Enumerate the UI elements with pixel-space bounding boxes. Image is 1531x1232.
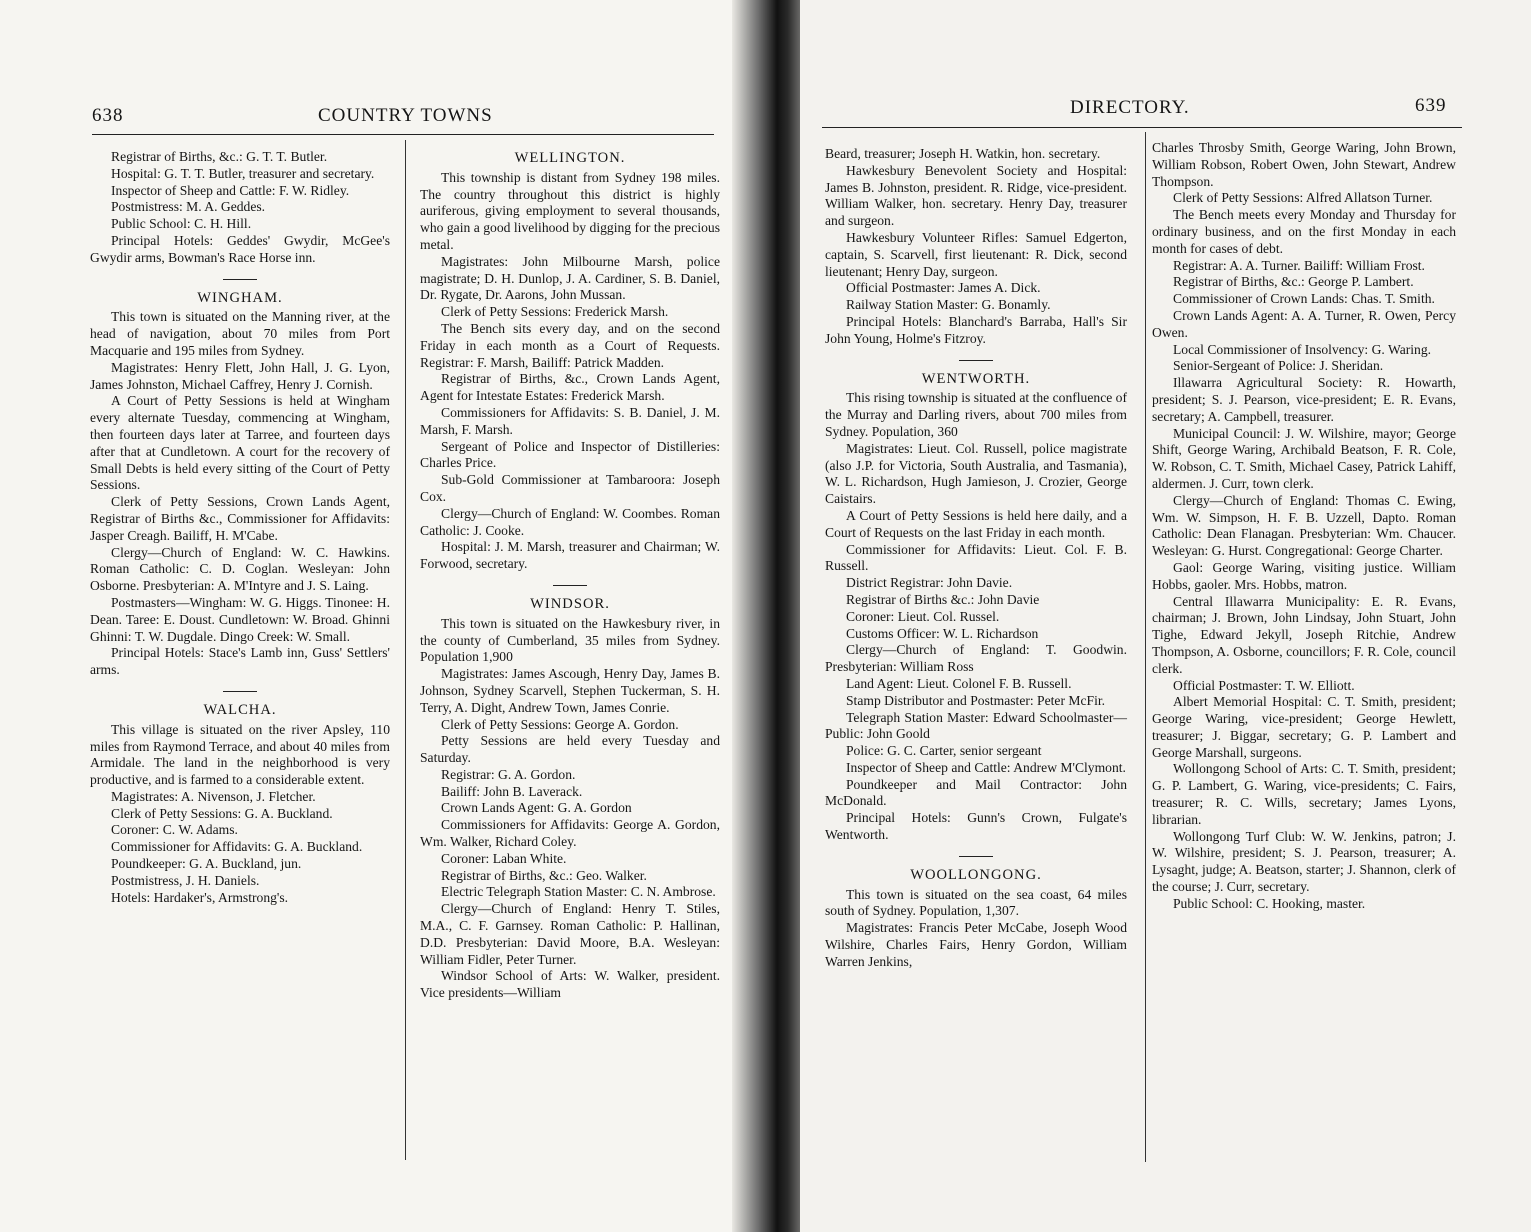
paragraph: Registrar of Births, &c., Crown Lands Agent, Agent for Intestate Estates: Frederick Marsh. (420, 371, 720, 404)
page-number-right: 639 (1415, 95, 1447, 116)
section-title-wentworth: WENTWORTH. (921, 370, 1031, 387)
paragraph: Wollongong School of Arts: C. T. Smith, president; G. P. Lambert, G. Waring, vice-presidents; C. Fairs, treasurer; R. C. Wills, secretary; James Lyons, librarian. (1152, 761, 1456, 827)
paragraph: Clergy—Church of England: T. Goodwin. Presbyterian: William Ross (825, 642, 1127, 675)
running-head-right: DIRECTORY. (1070, 97, 1190, 118)
intro-section (825, 146, 1127, 348)
paragraph: Clergy—Church of England: Thomas C. Ewing, Wm. W. Simpson, H. F. B. Uzzell, Dapto. Roman Catholic: Dean Flanagan. Presbyterian: Wm. Chaucer. Wesleyan: G. Hurst. Congregational: George Charter. (1152, 492, 1456, 559)
paragraph: Coroner: Lieut. Col. Russel. (846, 608, 1000, 624)
paragraph: The Bench sits every day, and on the second Friday in each month as a Court of Requests. Registrar: F. Marsh, Bailiff: Patrick Madden. (420, 320, 720, 370)
paragraph: Principal Hotels: Blanchard's Barraba, Hall's Sir John Young, Holme's Fitzroy. (825, 313, 1127, 346)
right-page (800, 0, 1531, 1232)
section-title-wingham: WINGHAM. (197, 289, 283, 306)
section-title-wellington: WELLINGTON. (514, 150, 626, 166)
woollongong-continued (1152, 140, 1456, 913)
running-head-left: COUNTRY TOWNS (318, 105, 493, 126)
paragraph: Central Illawarra Municipality: E. R. Evans, chairman; J. Brown, John Lindsay, John Stuart, John Tighe, Edward Jekyll, Joseph Ritchie, Andrew Thompson, A. Osborne, councillors; F. R. Cole, council clerk. (1152, 593, 1456, 676)
paragraph: District Registrar: John Davie. (846, 575, 1013, 591)
section-divider (553, 585, 587, 586)
paragraph: Clerk of Petty Sessions, Crown Lands Agent, Registrar of Births &c., Commissioner for Affidavits: Jasper Creagh. Bailiff, H. M'Cabe. (90, 494, 390, 543)
paragraph: Commissioner for Affidavits: G. A. Buckland. (111, 839, 363, 855)
section-title-woollongong: WOOLLONGONG. (910, 866, 1042, 883)
paragraph: Postmasters—Wingham: W. G. Higgs. Tinonee: H. Dean. Taree: E. Doust. Cundletown: W. Broad. Ghinni Ghinni: T. W. Dugdale. Dingo Creek: W. Small. (90, 594, 390, 644)
paragraph: Principal Hotels: Stace's Lamb inn, Guss' Settlers' arms. (90, 645, 390, 678)
section-divider (959, 360, 993, 361)
paragraph: Public School: C. H. Hill. (111, 216, 252, 232)
wentworth-section (825, 390, 1127, 844)
section-divider (223, 279, 257, 280)
paragraph: Stamp Distributor and Postmaster: Peter McFir. (846, 692, 1106, 708)
paragraph: Hospital: J. M. Marsh, treasurer and Chairman; W. Forwood, secretary. (420, 539, 720, 572)
paragraph: Coroner: Laban White. (441, 850, 567, 866)
paragraph: Electric Telegraph Station Master: C. N. Ambrose. (441, 884, 716, 900)
paragraph: The Bench meets every Monday and Thursday for ordinary business, and on the first Monday in each month for cases of debt. (1152, 207, 1456, 256)
intro-section (90, 149, 390, 267)
paragraph: Magistrates: John Milbourne Marsh, police magistrate; D. H. Dunlop, J. A. Cardiner, S. B. Daniel, Dr. Rygate, Dr. Aarons, John Mussan. (420, 253, 720, 303)
paragraph: Municipal Council: J. W. Wilshire, mayor; George Shift, George Waring, Archibald Beatson, F. R. Cole, W. Robson, C. T. Smith, Michael Casey, Patrick Lahiff, aldermen. J. Curr, town clerk. (1152, 425, 1456, 491)
paragraph: Bailiff: John B. Laverack. (441, 783, 583, 799)
paragraph: Registrar: G. A. Gordon. (441, 766, 576, 782)
paragraph: Senior-Sergeant of Police: J. Sheridan. (1173, 358, 1384, 374)
paragraph: Commissioner for Affidavits: Lieut. Col. F. B. Russell. (825, 541, 1127, 574)
paragraph: Albert Memorial Hospital: C. T. Smith, president; George Waring, vice-president; George Hewlett, treasurer; J. Biggar, secretary; G. P. Lambert and George Marshall, surgeons. (1152, 694, 1456, 760)
paragraph: Beard, treasurer; Joseph H. Watkin, hon. secretary. (825, 146, 1101, 161)
paragraph: This township is distant from Sydney 198 miles. The country throughout this district is highly auriferous, giving employment to several thousands, who gain a good livelihood by digging for the precious metal. (420, 169, 720, 252)
paragraph: Principal Hotels: Geddes' Gwydir, McGee's Gwydir arms, Bowman's Race Horse inn. (90, 232, 390, 265)
paragraph: Postmistress, J. H. Daniels. (111, 872, 260, 888)
wingham-section (90, 309, 390, 679)
paragraph: Hospital: G. T. T. Butler, treasurer and secretary. (111, 165, 375, 181)
head-rule-right (822, 127, 1462, 128)
paragraph: Official Postmaster: T. W. Elliott. (1173, 677, 1355, 693)
paragraph: Registrar: A. A. Turner. Bailiff: William Frost. (1173, 257, 1425, 273)
page-number-left: 638 (92, 105, 124, 126)
paragraph: Gaol: George Waring, visiting justice. William Hobbs, gaoler. Mrs. Hobbs, matron. (1152, 559, 1456, 592)
paragraph: Railway Station Master: G. Bonamly. (846, 297, 1051, 313)
paragraph: Clergy—Church of England: W. C. Hawkins. Roman Catholic: C. D. Coglan. Wesleyan: John Osborne. Presbyterian: A. M'Intyre and J. S. Laing. (90, 544, 390, 594)
paragraph: Clerk of Petty Sessions: G. A. Buckland. (111, 805, 333, 821)
paragraph: Public School: C. Hooking, master. (1173, 895, 1366, 911)
paragraph: Illawarra Agricultural Society: R. Howarth, president; S. J. Pearson, vice-president; E. R. Evans, secretary; A. Campbell, treasurer. (1152, 375, 1456, 424)
paragraph: Commissioners for Affidavits: S. B. Daniel, J. M. Marsh, F. Marsh. (420, 404, 720, 437)
wellington-section (420, 170, 720, 573)
section-title-walcha: WALCHA. (203, 701, 277, 718)
paragraph: Registrar of Births, &c.: Geo. Walker. (441, 867, 647, 883)
walcha-section (90, 722, 390, 907)
paragraph: Hotels: Hardaker's, Armstrong's. (111, 889, 289, 905)
column-divider-left (405, 140, 406, 1160)
paragraph: Registrar of Births, &c.: George P. Lambert. (1173, 274, 1414, 290)
paragraph: Registrar of Births, &c.: G. T. T. Butler. (111, 149, 328, 164)
paragraph: Postmistress: M. A. Geddes. (111, 199, 266, 215)
paragraph: Wollongong Turf Club: W. W. Jenkins, patron; J. W. Wilshire, president; S. J. Pearson, treasurer; A. Lysaght, judge; A. Beatson, starter; J. Shannon, clerk of the course; J. Curr, secretary. (1152, 828, 1456, 895)
paragraph: Inspector of Sheep and Cattle: Andrew M'Clymont. (846, 759, 1126, 775)
right-column-2 (1152, 140, 1456, 913)
paragraph: Magistrates: Francis Peter McCabe, Joseph Wood Wilshire, Charles Fairs, Henry Gordon, William Warren Jenkins, (825, 920, 1127, 969)
paragraph: Clerk of Petty Sessions: Frederick Marsh. (441, 304, 669, 320)
paragraph: Magistrates: Henry Flett, John Hall, J. G. Lyon, James Johnston, Michael Caffrey, Henry J. Cornish. (90, 359, 390, 392)
section-divider (959, 856, 993, 857)
woollongong-section (825, 887, 1127, 971)
left-column-1 (90, 149, 390, 906)
paragraph: Official Postmaster: James A. Dick. (846, 280, 1041, 296)
left-column-2 (420, 146, 720, 1002)
paragraph: Magistrates: Lieut. Col. Russell, police magistrate (also J.P. for Victoria, South Australia, and Tasmania), W. L. Richardson, Hugh Jamieson, J. Crozier, George Caistairs. (825, 440, 1127, 507)
paragraph: Customs Officer: W. L. Richardson (846, 625, 1039, 641)
paragraph: Charles Throsby Smith, George Waring, John Brown, William Robson, Robert Owen, John Stewart, Andrew Thompson. (1152, 140, 1456, 189)
paragraph: Registrar of Births &c.: John Davie (846, 591, 1040, 607)
paragraph: This rising township is situated at the confluence of the Murray and Darling rivers, about 700 miles from Sydney. Population, 360 (825, 390, 1127, 439)
paragraph: This town is situated on the Manning river, at the head of navigation, about 70 miles from Port Macquarie and 195 miles from Sydney. (90, 309, 390, 358)
paragraph: Magistrates: A. Nivenson, J. Fletcher. (111, 788, 316, 804)
paragraph: Hawkesbury Volunteer Rifles: Samuel Edgerton, captain, S. Scarvell, first lieutenant: R. Dick, second lieutenant; Henry Day, surgeon. (825, 229, 1127, 279)
paragraph: Hawkesbury Benevolent Society and Hospital: James B. Johnston, president. R. Ridge, vice-president. William Walker, hon. secretary. Henry Day, treasurer and surgeon. (825, 162, 1127, 229)
paragraph: A Court of Petty Sessions is held here daily, and a Court of Requests on the last Friday in each month. (825, 507, 1127, 540)
paragraph: Commissioners for Affidavits: George A. Gordon, Wm. Walker, Richard Coley. (420, 817, 720, 850)
paragraph: Poundkeeper: G. A. Buckland, jun. (111, 856, 302, 872)
paragraph: Clergy—Church of England: Henry T. Stiles, M.A., C. F. Garnsey. Roman Catholic: P. Hallinan, D.D. Presbyterian: David Moore, B.A. Wesleyan: William Fidler, Peter Turner. (420, 901, 720, 967)
paragraph: A Court of Petty Sessions is held at Wingham every alternate Tuesday, commencing at Wingham, then fourteen days later at Tarree, and fourteen days after that at Cundletown. A court for the recovery of Small Debts is held every sitting of the Court of Petty Sessions. (90, 393, 390, 493)
paragraph: Police: G. C. Carter, senior sergeant (846, 743, 1042, 759)
paragraph: Sergeant of Police and Inspector of Distilleries: Charles Price. (420, 438, 720, 471)
paragraph: Principal Hotels: Gunn's Crown, Fulgate's Wentworth. (825, 810, 1127, 843)
section-divider (223, 691, 257, 692)
paragraph: Sub-Gold Commissioner at Tambaroora: Joseph Cox. (420, 472, 720, 504)
paragraph: Clerk of Petty Sessions: George A. Gordon. (441, 716, 679, 732)
paragraph: Petty Sessions are held every Tuesday and Saturday. (420, 733, 720, 766)
paragraph: Clerk of Petty Sessions: Alfred Allatson Turner. (1173, 190, 1433, 206)
paragraph: Coroner: C. W. Adams. (111, 822, 238, 838)
section-title-windsor: WINDSOR. (530, 595, 610, 612)
paragraph: Magistrates: James Ascough, Henry Day, James B. Johnson, Sydney Scarvell, Stephen Tuckerman, S. H. Terry, A. Dight, Andrew Town, James Conrie. (420, 666, 720, 715)
paragraph: Crown Lands Agent: G. A. Gordon (441, 800, 632, 816)
paragraph: Telegraph Station Master: Edward Schoolmaster—Public: John Goold (825, 709, 1127, 742)
left-page (0, 0, 752, 1232)
paragraph: Commissioner of Crown Lands: Chas. T. Smith. (1173, 291, 1435, 307)
paragraph: Local Commissioner of Insolvency: G. Waring. (1173, 341, 1432, 357)
paragraph: Clergy—Church of England: W. Coombes. Roman Catholic: J. Cooke. (420, 505, 720, 538)
windsor-section (420, 616, 720, 1002)
paragraph: Windsor School of Arts: W. Walker, president. Vice presidents—William (420, 968, 720, 1001)
head-rule-left (92, 134, 714, 135)
column-divider-right (1145, 132, 1146, 1162)
paragraph: This town is situated on the sea coast, 64 miles south of Sydney. Population, 1,307. (825, 886, 1127, 919)
paragraph: Inspector of Sheep and Cattle: F. W. Ridley. (111, 182, 350, 198)
right-column-1 (825, 146, 1127, 971)
paragraph: Crown Lands Agent: A. A. Turner, R. Owen, Percy Owen. (1152, 307, 1456, 340)
paragraph: Land Agent: Lieut. Colonel F. B. Russell. (846, 675, 1072, 691)
paragraph: This town is situated on the Hawkesbury river, in the county of Cumberland, 35 miles from Sydney. Population 1,900 (420, 615, 720, 665)
paragraph: This village is situated on the river Apsley, 110 miles from Raymond Terrace, and about 40 miles from Armidale. The land in the neighborhood is very productive, and is farmed to a considerable extent. (90, 721, 390, 788)
paragraph: Poundkeeper and Mail Contractor: John McDonald. (825, 776, 1127, 809)
